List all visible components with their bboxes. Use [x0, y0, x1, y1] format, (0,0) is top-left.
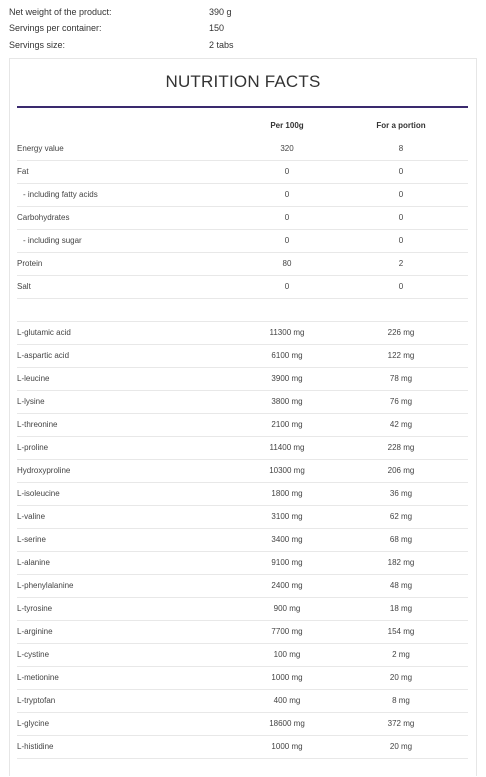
row-value-portion: 0	[398, 167, 404, 176]
row-value-portion: 206 mg	[387, 466, 415, 475]
table-row	[17, 483, 468, 506]
row-value-per100: 0	[284, 236, 290, 245]
row-name: L-leucine	[17, 374, 50, 383]
servings-per-container-row	[9, 20, 479, 36]
row-name: L-lysine	[17, 397, 45, 406]
row-value-per100: 100 mg	[273, 650, 301, 659]
row-value-portion: 2	[398, 259, 404, 268]
row-value-per100: 1800 mg	[271, 489, 303, 498]
table-row	[17, 368, 468, 391]
table-row	[17, 644, 468, 667]
row-value-portion: 0	[398, 236, 404, 245]
row-value-portion: 0	[398, 213, 404, 222]
row-name: L-glycine	[17, 719, 50, 728]
row-value-portion: 48 mg	[389, 581, 413, 590]
row-value-per100: 0	[284, 167, 290, 176]
row-name: L-phenylalanine	[17, 581, 74, 590]
row-value-portion: 182 mg	[387, 558, 415, 567]
table-row	[17, 161, 468, 184]
row-value-per100: 9100 mg	[271, 558, 303, 567]
table-row	[17, 598, 468, 621]
servings-per-container-value: 150	[209, 23, 225, 33]
row-value-portion: 76 mg	[389, 397, 413, 406]
table-row	[17, 184, 468, 207]
column-header-portion: For a portion	[376, 121, 426, 130]
row-value-per100: 400 mg	[273, 696, 301, 705]
row-value-portion: 42 mg	[389, 420, 413, 429]
row-name: - including fatty acids	[23, 190, 98, 199]
table-row	[17, 529, 468, 552]
column-header-per100: Per 100g	[270, 121, 304, 130]
row-value-per100: 7700 mg	[271, 627, 303, 636]
table-row	[17, 552, 468, 575]
row-name: L-cystine	[17, 650, 50, 659]
table-row	[17, 230, 468, 253]
row-value-per100: 320	[280, 144, 294, 153]
row-name: L-proline	[17, 443, 49, 452]
row-value-per100: 3400 mg	[271, 535, 303, 544]
row-name: L-valine	[17, 512, 46, 521]
row-value-portion: 20 mg	[389, 673, 413, 682]
servings-size-value: 2 tabs	[209, 40, 234, 50]
row-value-portion: 68 mg	[389, 535, 413, 544]
row-value-per100: 11400 mg	[269, 443, 305, 452]
row-value-per100: 6100 mg	[271, 351, 303, 360]
row-name: - including sugar	[23, 236, 82, 245]
row-value-per100: 10300 mg	[269, 466, 305, 475]
row-value-per100: 18600 mg	[269, 719, 305, 728]
row-value-per100: 3800 mg	[271, 397, 303, 406]
row-name: L-metionine	[17, 673, 59, 682]
row-value-per100: 11300 mg	[269, 328, 305, 337]
row-name: L-arginine	[17, 627, 53, 636]
table-row	[17, 207, 468, 230]
row-value-per100: 900 mg	[273, 604, 301, 613]
row-value-portion: 8 mg	[392, 696, 410, 705]
row-value-portion: 78 mg	[389, 374, 413, 383]
row-value-portion: 62 mg	[389, 512, 413, 521]
row-value-per100: 3100 mg	[271, 512, 303, 521]
row-value-portion: 36 mg	[389, 489, 413, 498]
row-value-per100: 0	[284, 190, 290, 199]
table-row	[17, 621, 468, 644]
row-value-portion: 0	[398, 190, 404, 199]
net-weight-row	[9, 4, 479, 20]
row-value-portion: 8	[398, 144, 404, 153]
row-value-per100: 2100 mg	[271, 420, 303, 429]
table-row	[17, 138, 468, 161]
servings-per-container-label: Servings per container:	[9, 23, 102, 33]
row-value-per100: 80	[282, 259, 292, 268]
table-row	[17, 667, 468, 690]
net-weight-value: 390 g	[209, 7, 232, 17]
row-value-portion: 372 mg	[387, 719, 415, 728]
table-row	[17, 736, 468, 759]
table-row	[17, 345, 468, 368]
nutrition-title: NUTRITION FACTS	[165, 72, 321, 91]
table-row	[17, 391, 468, 414]
row-value-portion: 20 mg	[389, 742, 413, 751]
title-divider	[17, 106, 468, 108]
row-name: Hydroxyproline	[17, 466, 71, 475]
row-name: L-glutamic acid	[17, 328, 71, 337]
row-value-per100: 1000 mg	[271, 673, 303, 682]
table-row	[17, 690, 468, 713]
section-spacer	[17, 299, 468, 322]
row-value-portion: 226 mg	[387, 328, 415, 337]
row-value-portion: 154 mg	[387, 627, 415, 636]
table-row	[17, 460, 468, 483]
row-value-per100: 1000 mg	[271, 742, 303, 751]
row-value-portion: 122 mg	[387, 351, 415, 360]
row-name: Salt	[17, 282, 31, 291]
table-row	[17, 322, 468, 345]
table-row	[17, 253, 468, 276]
row-name: L-isoleucine	[17, 489, 60, 498]
servings-size-label: Servings size:	[9, 40, 66, 50]
row-value-per100: 0	[284, 213, 290, 222]
row-value-per100: 0	[284, 282, 290, 291]
row-value-per100: 2400 mg	[271, 581, 303, 590]
row-name: L-threonine	[17, 420, 58, 429]
table-row	[17, 276, 468, 299]
row-value-portion: 2 mg	[392, 650, 410, 659]
row-value-per100: 3900 mg	[271, 374, 303, 383]
row-name: Carbohydrates	[17, 213, 70, 222]
row-name: L-tryptofan	[17, 696, 56, 705]
table-row	[17, 414, 468, 437]
row-name: L-serine	[17, 535, 46, 544]
row-value-portion: 18 mg	[389, 604, 413, 613]
row-name: Energy value	[17, 144, 64, 153]
table-row	[17, 506, 468, 529]
row-name: Protein	[17, 259, 43, 268]
row-name: L-histidine	[17, 742, 54, 751]
table-row	[17, 437, 468, 460]
row-name: L-aspartic acid	[17, 351, 70, 360]
net-weight-label: Net weight of the product:	[9, 7, 112, 17]
table-row	[17, 713, 468, 736]
row-name: L-tyrosine	[17, 604, 53, 613]
row-value-portion: 0	[398, 282, 404, 291]
row-name: Fat	[17, 167, 29, 176]
row-value-portion: 228 mg	[387, 443, 415, 452]
row-name: L-alanine	[17, 558, 50, 567]
servings-size-row	[9, 37, 479, 53]
table-row	[17, 575, 468, 598]
